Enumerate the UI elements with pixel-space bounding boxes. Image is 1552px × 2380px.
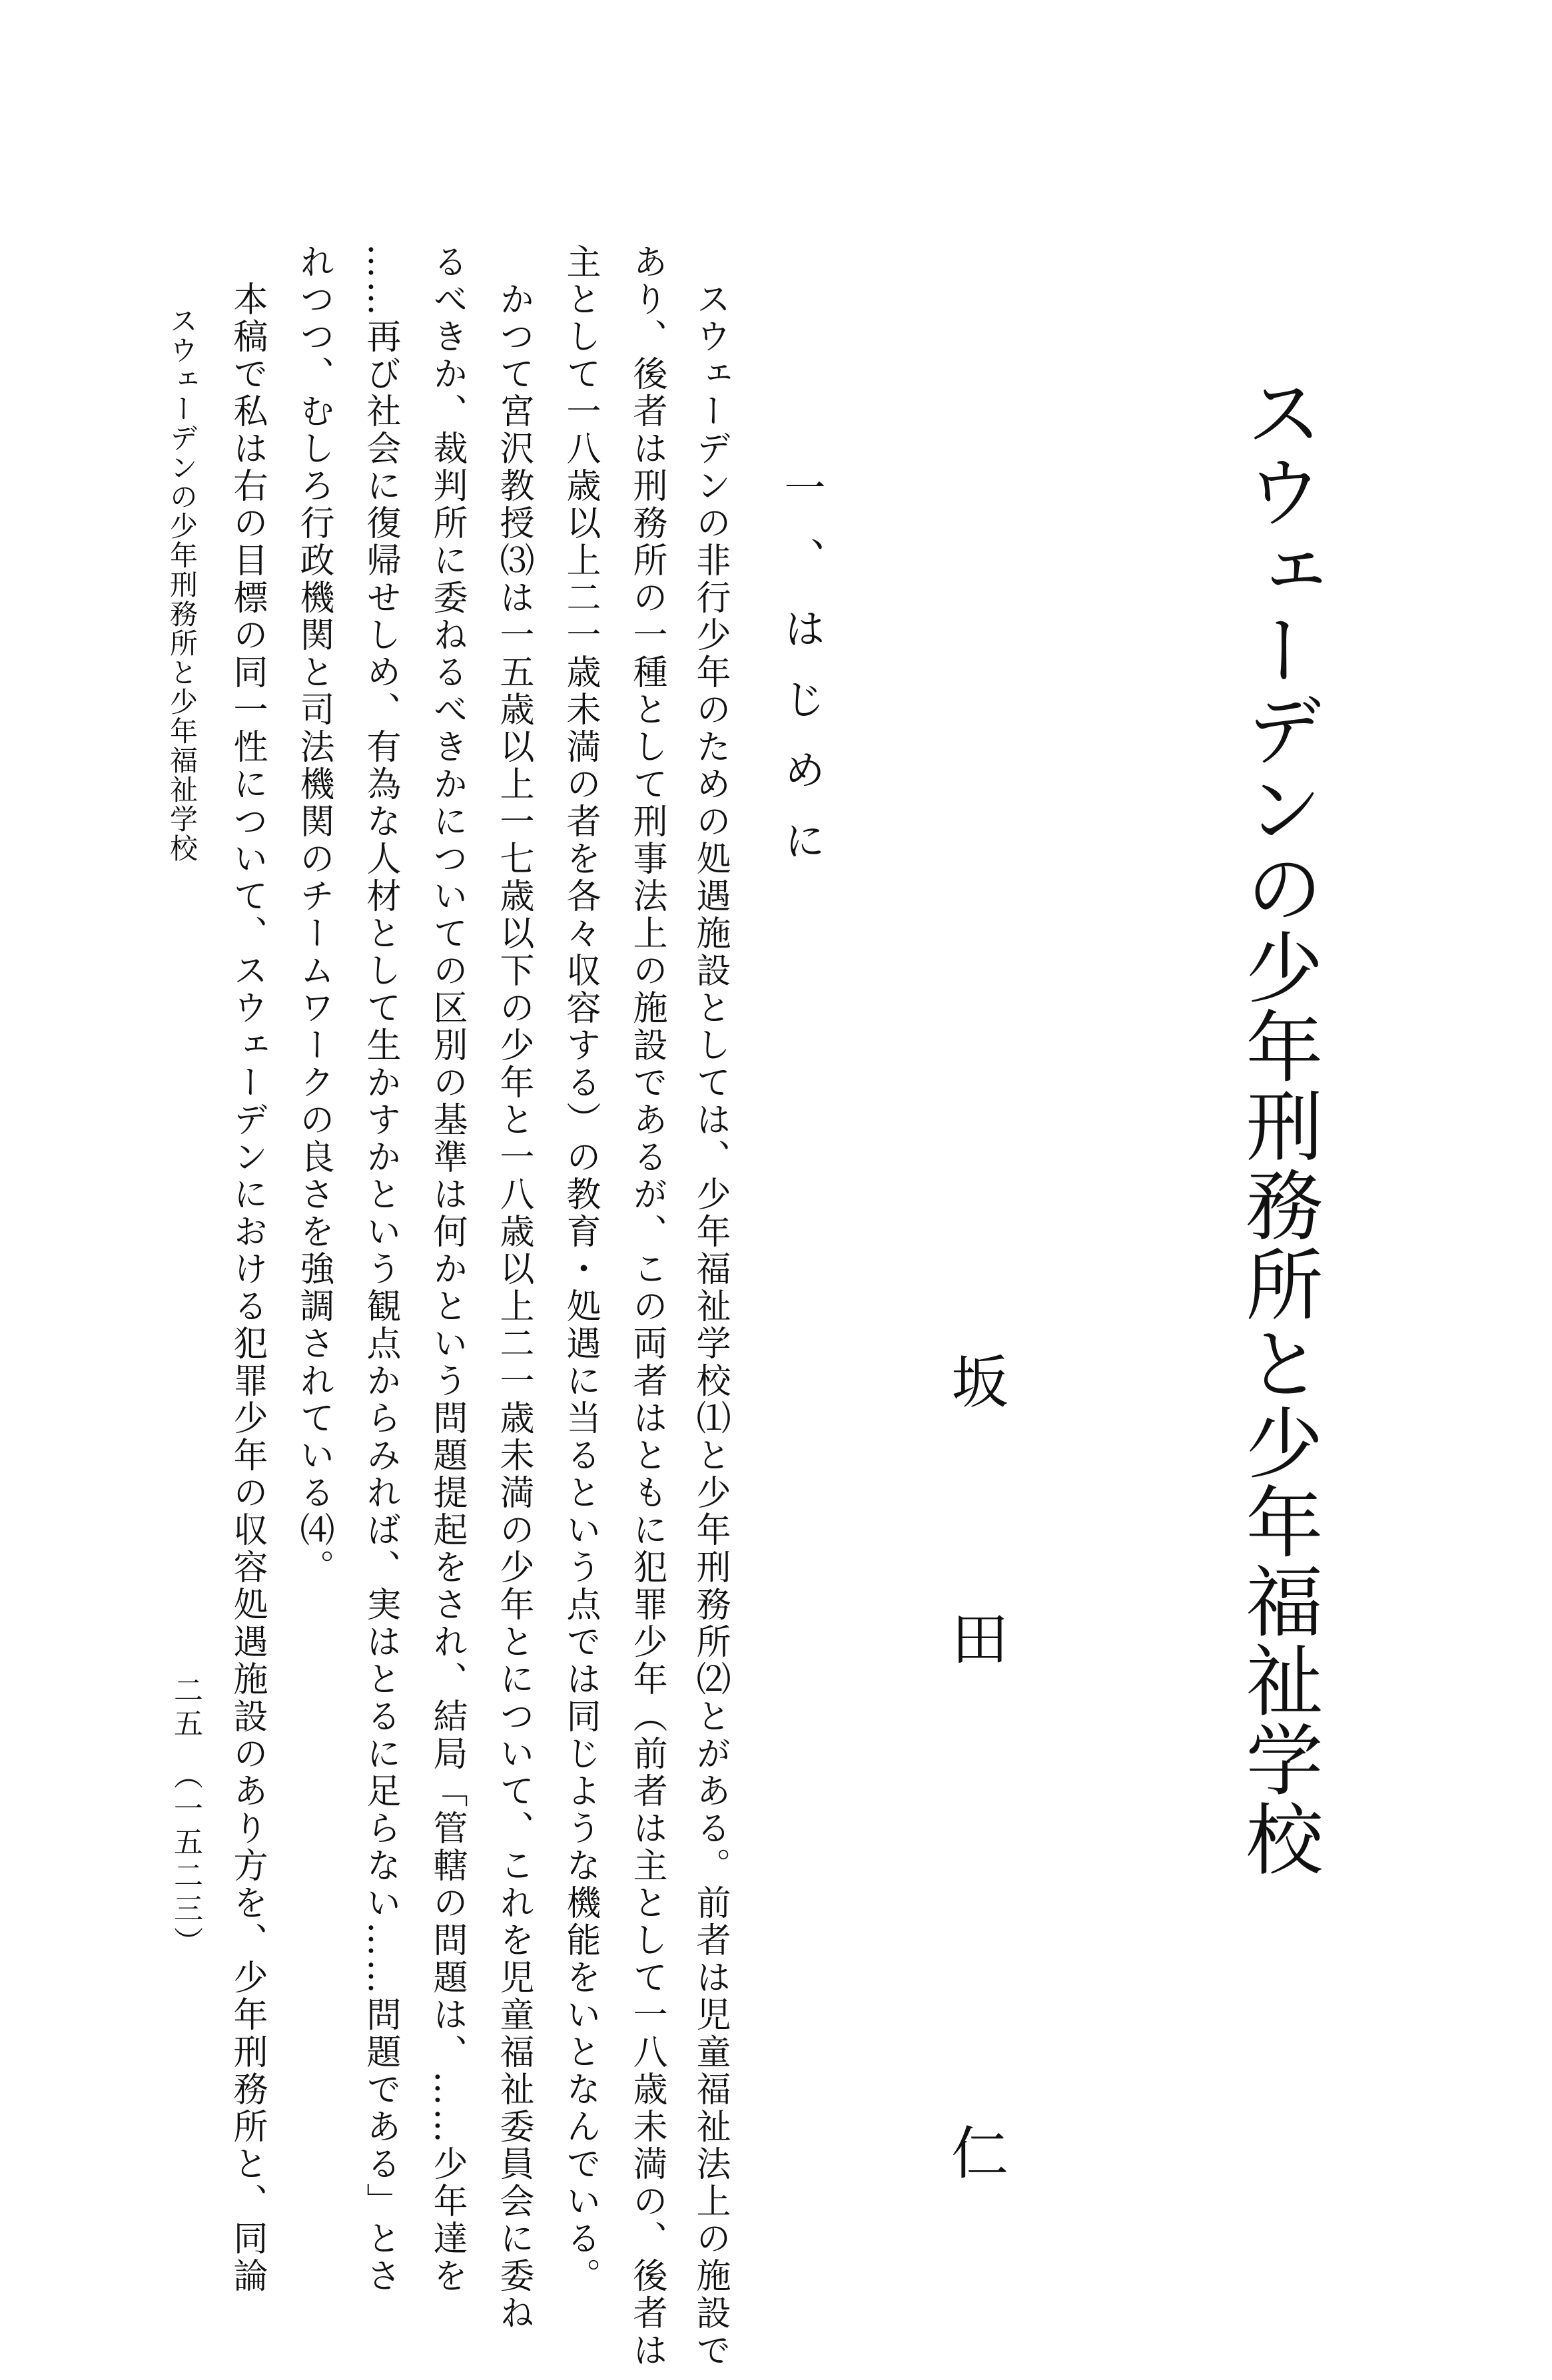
page-number: 二五 （一五二三） xyxy=(169,1675,202,1960)
body-line: スウェーデンの非行少年のための処遇施設としては、少年福祉学校⑴と少年刑務所⑵とがある。前者は児童福祉法上の施設で xyxy=(690,244,730,2369)
body-line: るべきか、裁判所に委ねるべきかについての区別の基準は何かという問題提起をされ、結局「管轄の問題は、……少年達を xyxy=(427,244,467,2295)
body-line: ……再び社会に復帰せしめ、有為な人材として生かすかという観点からみれば、実はとるに足らない……問題である」とさ xyxy=(360,244,400,2295)
author-name: 坂田 仁 xyxy=(941,1352,1008,2380)
body-line: 主として一八歳以上二一歳未満の者を各々収容する）の教育・処遇に当るという点では同じような機能をいとなんでいる。 xyxy=(560,244,600,2295)
body-line: かつて宮沢教授⑶は一五歳以上一七歳以下の少年と一八歳以上二一歳未満の少年とについて、これを児童福祉委員会に委ね xyxy=(494,244,534,2332)
running-head: スウェーデンの少年刑務所と少年福祉学校 xyxy=(166,306,198,863)
article-title: スウェーデンの少年刑務所と少年福祉学校 xyxy=(1233,373,1323,1879)
section-heading: 一、はじめに xyxy=(777,466,826,890)
body-line: 本稿で私は右の目標の同一性について、スウェーデンにおける犯罪少年の収容処遇施設のあり方を、少年刑務所と、同論 xyxy=(227,244,267,2295)
body-line: れつつ、むしろ行政機関と司法機関のチームワークの良さを強調されている⑷。 xyxy=(294,244,334,1586)
body-line: あり、後者は刑務所の一種として刑事法上の施設であるが、この両者はともに犯罪少年（前者は主として一八歳未満の、後者は xyxy=(627,244,667,2369)
